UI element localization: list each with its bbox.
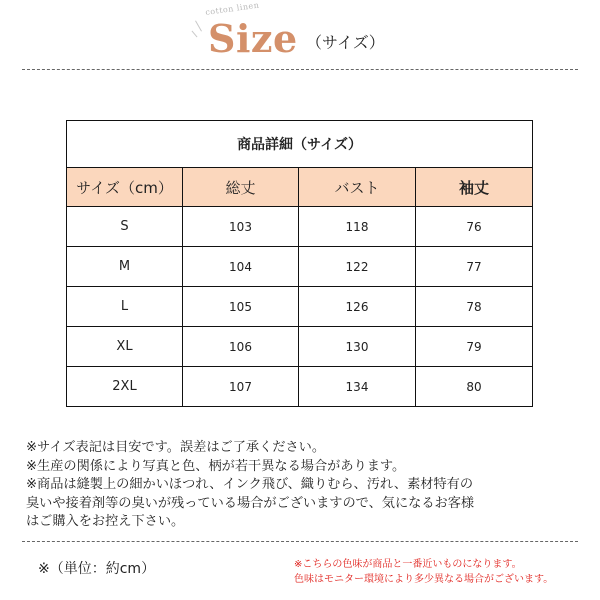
unit-note: ※（単位：約cm） — [38, 561, 156, 577]
table-caption: 商品詳細（サイズ） — [67, 121, 533, 168]
value-cell: 76 — [416, 207, 533, 247]
value-cell: 122 — [299, 247, 416, 287]
value-cell: 77 — [416, 247, 533, 287]
page-subtitle: （サイズ） — [306, 33, 385, 52]
value-cell: 134 — [299, 367, 416, 407]
column-header-sleeve: 袖丈 — [416, 168, 533, 207]
value-cell: 104 — [183, 247, 299, 287]
table-row — [67, 367, 533, 407]
value-cell: 80 — [416, 367, 533, 407]
column-header-bust: バスト — [299, 168, 416, 207]
table-row — [67, 287, 533, 327]
decor-tick — [195, 21, 202, 32]
size-cell: M — [67, 247, 183, 287]
divider-bottom — [22, 541, 578, 542]
decor-tick — [192, 31, 198, 38]
color-note: ※こちらの色味が商品と一番近いものになります。 — [294, 559, 522, 570]
note-line: ※サイズ表記は目安です。誤差はご了承ください。 — [26, 440, 326, 455]
note-line: ※商品は縫製上の細かいほつれ、インク飛び、織りむら、汚れ、素材特有の — [26, 477, 474, 492]
page-header — [180, 0, 440, 66]
value-cell: 106 — [183, 327, 299, 367]
table-header-row — [67, 168, 533, 207]
divider-top — [22, 69, 578, 70]
note-line: 臭いや接着剤等の臭いが残っている場合がございますので、気になるお客様 — [26, 495, 475, 511]
column-header-length: 総丈 — [183, 168, 299, 207]
logo-arc-text: cotton linen — [204, 0, 260, 17]
size-cell: S — [67, 207, 183, 247]
column-header-size: サイズ（cm） — [67, 168, 183, 207]
color-note: 色味はモニター環境により多少異なる場合がございます。 — [294, 574, 554, 585]
value-cell: 79 — [416, 327, 533, 367]
value-cell: 126 — [299, 287, 416, 327]
value-cell: 103 — [183, 207, 299, 247]
table-row — [67, 207, 533, 247]
value-cell: 130 — [299, 327, 416, 367]
note-line: ※生産の関係により写真と色、柄が若干異なる場合があります。 — [26, 458, 406, 474]
value-cell: 107 — [183, 367, 299, 407]
page-title: Size — [208, 16, 298, 61]
notes-block — [26, 439, 586, 532]
note-line: はご購入をお控え下さい。 — [26, 514, 185, 529]
size-cell: XL — [67, 327, 183, 367]
size-cell: 2XL — [67, 367, 183, 407]
size-cell: L — [67, 287, 183, 327]
value-cell: 78 — [416, 287, 533, 327]
size-table — [66, 120, 533, 407]
value-cell: 118 — [299, 207, 416, 247]
table-row — [67, 247, 533, 287]
table-row — [67, 327, 533, 367]
value-cell: 105 — [183, 287, 299, 327]
